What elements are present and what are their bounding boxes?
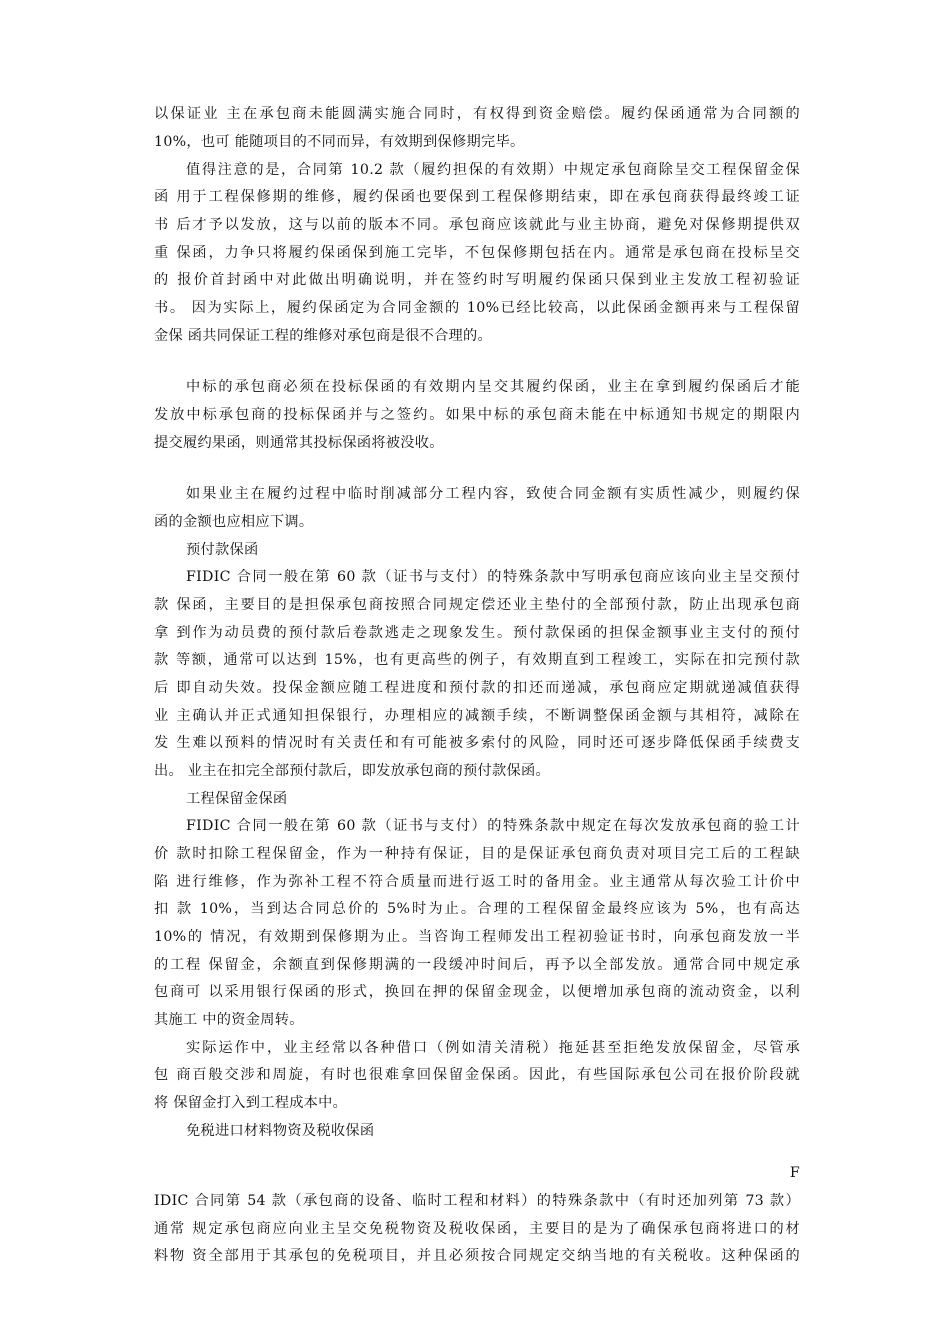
text-line: 价 款时扣除工程保留金，作为一种持有保证，目的是保证承包商负责对项目完工后的工程缺	[154, 846, 800, 862]
text-line: 陷 进行维修，作为弥补工程不符合质量而进行返工时的备用金。业主通常从每次验工计价中	[154, 874, 800, 890]
text-line: 包商可 以采用银行保函的形式，换回在押的保留金现金，以便增加承包商的流动资金，以利	[154, 984, 800, 1000]
text-line: 实际运作中，业主经常以各种借口（例如清关清税）拖延甚至拒绝发放保留金，尽管承	[186, 1040, 800, 1056]
text-line: 如果业主在履约过程中临时削减部分工程内容，致使合同金额有实质性减少，则履约保	[186, 486, 800, 502]
text-line: 的工程 保留金，余额直到保修期满的一段缓冲时间后，再予以全部发放。通常合同中规定承	[154, 957, 800, 973]
text-line: F	[789, 1165, 800, 1181]
section-heading: 免税进口材料物资及税收保函	[186, 1123, 375, 1139]
text-line: 的 报价首封函中对此做出明确说明，并在签约时写明履约保函只保到业主发放工程初验证	[154, 272, 800, 288]
text-line: 书。 因为实际上，履约保函定为合同金额的 10%已经比较高，以此保函金额再来与工程保留	[154, 300, 800, 316]
text-line: 书 后才予以发放，这与以前的版本不同。承包商应该就此与业主协商，避免对保修期提供双	[154, 217, 800, 233]
text-line: 重 保函，力争只将履约保函保到施工完毕，不包保修期包括在内。通常是承包商在投标呈交	[154, 245, 800, 261]
text-line: 中标的承包商必须在投标保函的有效期内呈交其履约保函，业主在拿到履约保函后才能	[186, 379, 800, 395]
text-line: 提交履约果函，则通常其投标保函将被没收。	[154, 435, 444, 451]
text-line: 10%的 情况，有效期到保修期为止。当咨询工程师发出工程初验证书时，向承包商发放一半	[154, 929, 800, 945]
text-line: 款 保函，主要目的是担保承包商按照合同规定偿还业主垫付的全部预付款，防止出现承包商	[154, 597, 800, 613]
text-line: 通常 规定承包商应向业主呈交免税物资及税收保函，主要目的是为了确保承包商将进口的材	[154, 1221, 800, 1237]
text-line: 函 用于工程保修期的维修，履约保函也要保到工程保修期结束，即在承包商获得最终竣工证	[154, 189, 800, 205]
section-heading: 工程保留金保函	[186, 791, 288, 807]
text-line: 10%，也可 能随项目的不同而异，有效期到保修期完毕。	[154, 134, 525, 150]
text-line: 函的金额也应相应下调。	[154, 514, 314, 530]
section-heading: 预付款保函	[186, 542, 259, 558]
text-line: 出。 业主在扣完全部预付款后，即发放承包商的预付款保函。	[154, 763, 550, 779]
text-line: 将 保留金打入到工程成本中。	[154, 1095, 348, 1111]
text-line: 业 主确认并正式通知担保银行，办理相应的减额手续，不断调整保函金额与其相符，减除在	[154, 708, 800, 724]
text-line: FIDIC 合同一般在第 60 款（证书与支付）的特殊条款中规定在每次发放承包商的验工计	[186, 818, 800, 834]
text-line: FIDIC 合同一般在第 60 款（证书与支付）的特殊条款中写明承包商应该向业主呈交预付	[186, 569, 800, 585]
text-line: 发放中标承包商的投标保函并与之签约。如果中标的承包商未能在中标通知书规定的期限内	[154, 407, 800, 423]
text-line: 值得注意的是，合同第 10.2 款（履约担保的有效期）中规定承包商除呈交工程保留金保	[186, 162, 800, 178]
text-line: 款 等额，通常可以达到 15%，也有更高些的例子，有效期直到工程竣工，实际在扣完预付款	[154, 652, 800, 668]
text-line: 其施工 中的资金周转。	[154, 1012, 304, 1028]
text-line: 包 商百般交涉和周旋，有时也很难拿回保留金保函。因此，有些国际承包公司在报价阶段就	[154, 1067, 800, 1083]
text-line: 扣 款 10%，当到达合同总价的 5%时为止。合理的工程保留金最终应该为 5%，也有高达	[154, 901, 800, 917]
text-line: 拿 到作为动员费的预付款后卷款逃走之现象发生。预付款保函的担保金额事业主支付的预付	[154, 625, 800, 641]
text-line: 金保 函共同保证工程的维修对承包商是很不合理的。	[154, 328, 493, 344]
text-line: 发 生难以预料的情况时有关责任和有可能被多索付的风险，同时还可逐步降低保函手续费支	[154, 735, 800, 751]
text-line: 以保证业 主在承包商未能圆满实施合同时，有权得到资金赔偿。履约保函通常为合同额的	[154, 106, 800, 122]
text-line: IDIC 合同第 54 款（承包商的设备、临时工程和材料）的特殊条款中（有时还加列第 73 款）	[154, 1193, 800, 1209]
text-line: 后 即自动失效。投保金额应随工程进度和预付款的扣还而递减，承包商应定期就递减值获得	[154, 680, 800, 696]
text-line: 料物 资全部用于其承包的免税项目，并且必须按合同规定交纳当地的有关税收。这种保函的	[154, 1248, 800, 1264]
